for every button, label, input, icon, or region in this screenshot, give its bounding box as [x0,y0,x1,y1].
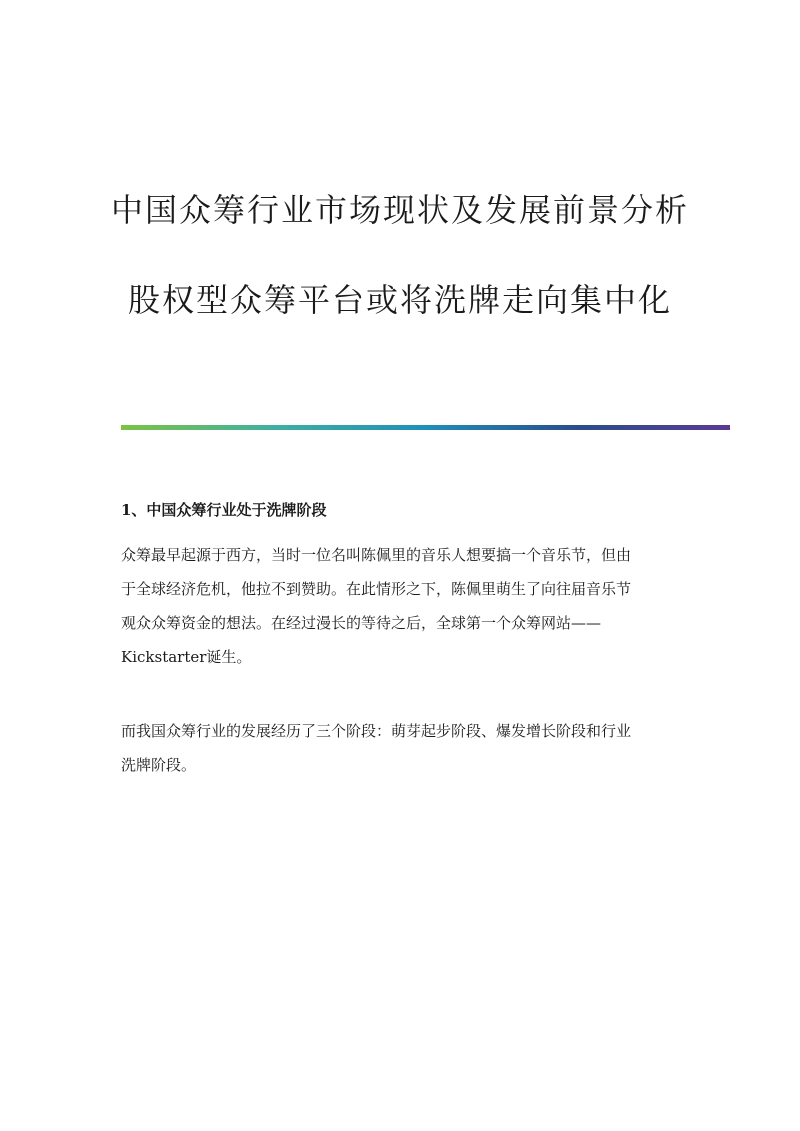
paragraph-1-line: Kickstarter诞生。 [121,648,252,666]
document-title: 中国众筹行业市场现状及发展前景分析 [110,191,689,229]
paragraph-2-line: 而我国众筹行业的发展经历了三个阶段：萌芽起步阶段、爆发增长阶段和行业 [121,722,632,740]
paragraph-2-line: 洗牌阶段。 [121,756,197,774]
document-subtitle: 股权型众筹平台或将洗牌走向集中化 [127,281,672,319]
section-heading: 1、中国众筹行业处于洗牌阶段 [121,501,327,519]
paragraph-2 [121,714,681,782]
paragraph-1 [121,538,681,674]
paragraph-1-line: 观众众筹资金的想法。在经过漫长的等待之后，全球第一个众筹网站—— [121,614,602,632]
gradient-divider [121,425,730,430]
paragraph-1-line: 众筹最早起源于西方，当时一位名叫陈佩里的音乐人想要搞一个音乐节，但由 [121,546,632,564]
paragraph-1-line: 于全球经济危机，他拉不到赞助。在此情形之下，陈佩里萌生了向往届音乐节 [121,580,632,598]
